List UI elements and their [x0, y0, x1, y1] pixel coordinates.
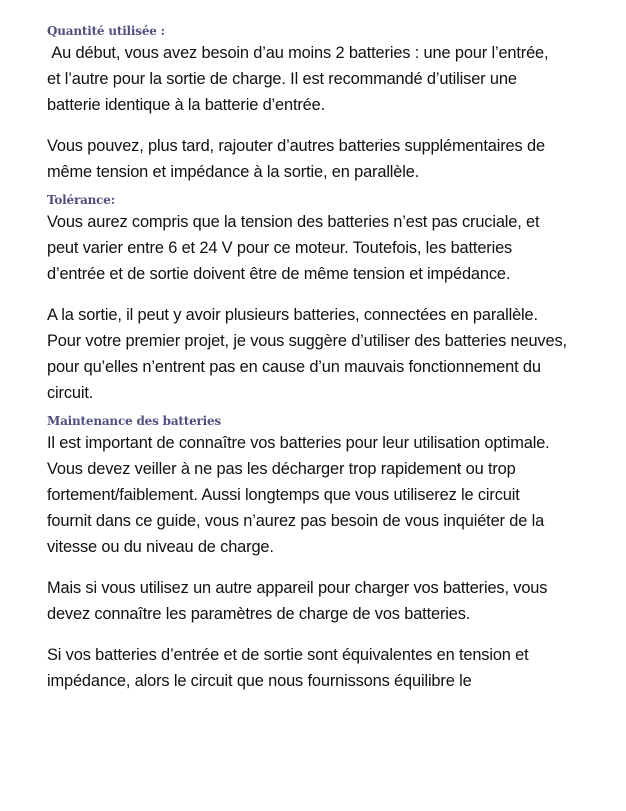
- paragraph: Si vos batteries d’entrée et de sortie sont équivalentes en tension et impédance, alors le circuit que nous fournissons équilibre le: [47, 646, 529, 690]
- section-maintenance: [47, 412, 607, 694]
- section-heading: Quantité utilisée :: [47, 24, 165, 38]
- document-page: [47, 22, 607, 694]
- section-tolerance: [47, 191, 607, 406]
- paragraph: Mais si vous utilisez un autre appareil pour charger vos batteries, vous devez connaître les paramètres de charge de vos batteries.: [47, 579, 548, 623]
- section-quantite: [47, 22, 607, 185]
- section-heading: Tolérance:: [47, 193, 115, 207]
- paragraph: Vous aurez compris que la tension des batteries n’est pas cruciale, et peut varier entre 6 et 24 V pour ce moteur. Toutefois, les batteries d’entrée et de sortie doivent être de même tension et impédance.: [47, 213, 540, 283]
- section-heading: Maintenance des batteries: [47, 414, 221, 428]
- paragraph: A la sortie, il peut y avoir plusieurs batteries, connectées en parallèle. Pour votre premier projet, je vous suggère d’utiliser des batteries neuves, pour qu’elles n’entrent pas en cause d’un mauvais fonctionnement du circuit.: [47, 306, 567, 402]
- paragraph: Il est important de connaître vos batteries pour leur utilisation optimale. Vous devez veiller à ne pas les décharger trop rapidement ou trop fortement/faiblement. Aussi longtemps que vous utiliserez le circuit fournit dans ce guide, vous n’aurez pas besoin de vous inquiéter de la vitesse ou du niveau de charge.: [47, 434, 550, 556]
- paragraph: Au début, vous avez besoin d’au moins 2 batteries : une pour l’entrée, et l’autre pour la sortie de charge. Il est recommandé d’utiliser une batterie identique à la batterie d’entrée.: [47, 44, 549, 114]
- paragraph: Vous pouvez, plus tard, rajouter d’autres batteries supplémentaires de même tension et impédance à la sortie, en parallèle.: [47, 137, 545, 181]
